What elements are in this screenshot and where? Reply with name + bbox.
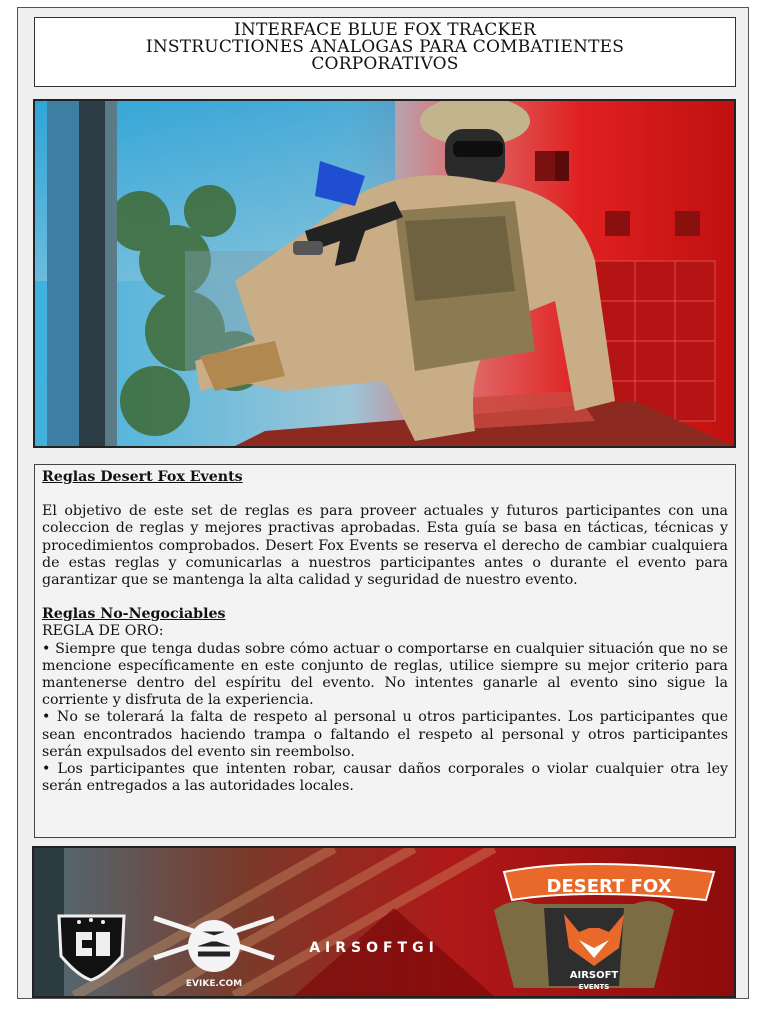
spacer [42, 589, 728, 606]
hero-image [33, 99, 736, 448]
rule-bullet-2: • No se tolerará la falta de respeto al personal u otros participantes. Los participantes que sean encontrados haciendo trampa o faltando el respeto al personal y otros participantes serán expulsados del evento sin reembolso. [42, 709, 728, 760]
title-line-2: INSTRUCTIONES ANALOGAS PARA COMBATIENTES [145, 37, 625, 57]
sponsor-logos [34, 848, 734, 996]
rules-heading: Reglas Desert Fox Events [42, 469, 243, 485]
sponsor-banner [32, 846, 736, 998]
title-line-3: CORPORATIVOS [311, 54, 459, 74]
spacer [42, 486, 728, 503]
rules-section [34, 464, 736, 838]
airsoft-player-illustration [35, 101, 734, 446]
airsoftgi-logo-text: AIRSOFTGI [309, 940, 439, 956]
rules-intro-paragraph: El objetivo de este set de reglas es para proveer actuales y futuros participantes con una coleccion de reglas y mejores practivas aprobadas. Esta guía se basa en tácticas, técnicas y procedimientos comprobados. Desert Fox Events se reserva el derecho de cambiar cualquiera de estas reglas y comunicarlas a nuestros participantes antes o durante el evento para garantizar que se mantenga la alta calidad y seguridad de nuestro evento. [42, 503, 728, 589]
rule-bullet-1: • Siempre que tenga dudas sobre cómo actuar o comportarse en cualquier situación que no se mencione específicamente en este conjunto de reglas, utilice siempre su mejor criterio para mantenerse dentro del espíritu del evento. No intentes ganarle al evento sino sigue la corriente y disfruta de la experiencia. [42, 640, 728, 709]
golden-rule-label: REGLA DE ORO: [42, 623, 164, 640]
desert-fox-title: DESERT FOX [546, 876, 672, 897]
rule-bullet-3: • Los participantes que intenten robar, causar daños corporales o violar cualquier otra ley serán entregados a las autoridades locales. [42, 761, 728, 795]
title-line-1: INTERFACE BLUE FOX TRACKER [233, 20, 537, 40]
non-negotiable-heading: Reglas No-Negociables [42, 606, 226, 623]
desert-fox-subtitle: AIRSOFT [569, 970, 619, 981]
title-box [34, 17, 736, 87]
desert-fox-events: EVENTS [578, 983, 610, 991]
evike-caption: EVIKE.COM [185, 979, 243, 989]
